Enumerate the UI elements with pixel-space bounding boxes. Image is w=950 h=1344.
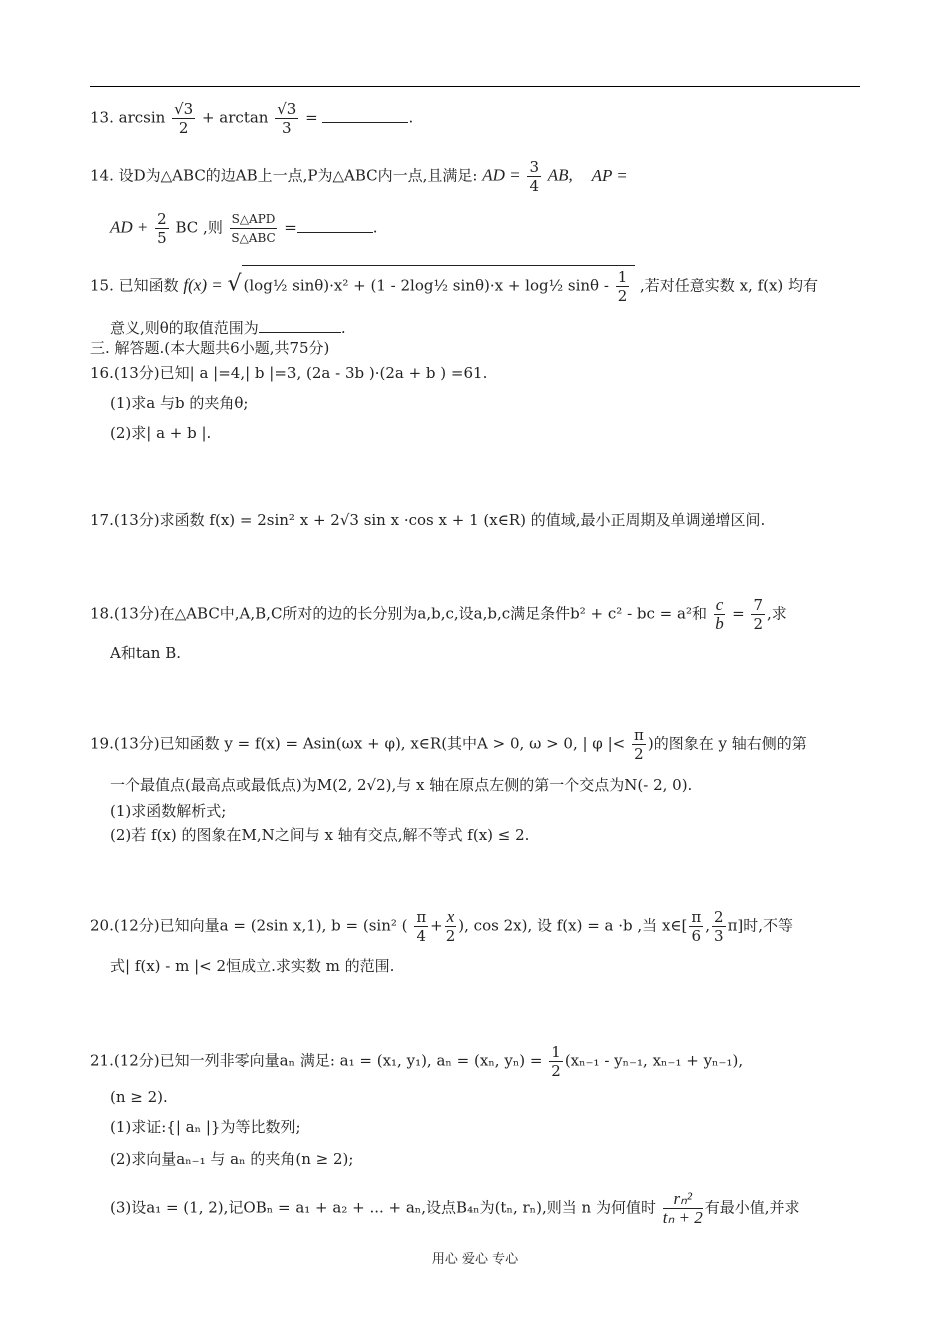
question-15-line-2: 意义,则θ的取值范围为 . [110, 316, 346, 339]
question-20-line-1: 20.(12分)已知向量a = (2sin x,1), b = (sin² ( $\frac{\pi}{4}$ + $\frac{x}{2}$ ), cos 2x), 设 f(x) = a ·b ,当 x∈[ $\frac{\pi}{6}$ , $\frac{2}{3}$ π]时,不等 [90, 907, 794, 945]
question-19-line-1: 19.(13分)已知函数 y = f(x) = Asin(ωx + φ), x∈R(其中A > 0, ω > 0, | φ |< $\frac{\pi}{2}$ )的图象在 y 轴右侧的第 [90, 726, 807, 763]
q14-text: 14. 设D为△ABC的边AB上一点,P为△ABC内一点,且满足: [90, 166, 478, 185]
question-18-line-1: 18.(13分)在△ABC中,A,B,C所对的边的长分别为a,b,c,设a,b,c满足条件b² + c² - bc = a²和 $\frac{c}{b}$ = $\frac{7}{2}$ ,求 [90, 595, 787, 633]
q13-frac2: $\frac{√3}{3}$ [277, 100, 297, 137]
question-19-part-1: (1)求函数解析式; [110, 802, 227, 820]
question-21-line-1: 21.(12分)已知一列非零向量aₙ 满足: a₁ = (x₁, y₁), aₙ = (xₙ, yₙ) = $\frac{1}{2}$ (xₙ₋₁ - yₙ₋₁, xₙ₋₁ + yₙ₋₁), [90, 1043, 744, 1080]
q15-answer-blank[interactable] [259, 316, 341, 333]
question-21-line-2: (n ≥ 2). [110, 1088, 168, 1106]
question-14-line-2: AD + $\frac{2}{5}$ BC ,则 $\frac{\text{S△APD}}{\text{S△ABC}}$ = . [110, 210, 378, 247]
question-13: 13. arcsin $\frac{√3}{2}$ + arctan $\frac{√3}{3}$ = . [90, 100, 414, 137]
question-16: 16.(13分)已知| a |=4,| b |=3, (2a - 3b )·(2a + b ) =61. [90, 364, 488, 382]
question-19-part-2: (2)若 f(x) 的图象在M,N之间与 x 轴有交点,解不等式 f(x) ≤ 2. [110, 826, 530, 844]
question-16-part-1: (1)求a 与b 的夹角θ; [110, 394, 249, 412]
q14-answer-blank[interactable] [297, 216, 373, 233]
question-16-part-2: (2)求| a + b |. [110, 424, 212, 442]
q14-area-ratio: $\frac{\text{S△APD}}{\text{S△ABC}}$ [231, 212, 276, 245]
page-footer: 用心 爱心 专心 [431, 1252, 519, 1267]
top-rule [90, 86, 860, 87]
question-21-part-3: (3)设a₁ = (1, 2),记OBₙ = a₁ + a₂ + ... + aₙ,设点B₄ₙ为(tₙ, rₙ),则当 n 为何值时 $\frac{\text{rₙ²}}{\text{tₙ + 2}}$ 有最小值,并求 [110, 1189, 800, 1227]
q15-radicand: (log½ sinθ)·x² + (1 - 2log½ sinθ)·x + log½ sinθ - $\frac{1}{2}$ [242, 265, 636, 305]
question-18-line-2: A和tan B. [110, 644, 182, 662]
question-19-line-2: 一个最值点(最高点或最低点)为M(2, 2√2),与 x 轴在原点左侧的第一个交点为N(- 2, 0). [110, 776, 693, 794]
question-21-part-1: (1)求证:{| aₙ |}为等比数列; [110, 1118, 301, 1136]
question-21-part-2: (2)求向量aₙ₋₁ 与 aₙ 的夹角(n ≥ 2); [110, 1150, 354, 1168]
q14-frac-3-4: $\frac{3}{4}$ [529, 158, 539, 195]
question-17: 17.(13分)求函数 f(x) = 2sin² x + 2√3 sin x ·cos x + 1 (x∈R) 的值域,最小正周期及单调递增区间. [90, 511, 766, 529]
question-20-line-2: 式| f(x) - m |< 2恒成立.求实数 m 的范围. [110, 957, 395, 975]
question-14-line-1: 14. 设D为△ABC的边AB上一点,P为△ABC内一点,且满足: AD = $\frac{3}{4}$ AB, AP = [90, 158, 628, 195]
question-15-line-1: 15. 已知函数 f(x) = √ (log½ sinθ)·x² + (1 - 2log½ sinθ)·x + log½ sinθ - $\frac{1}{2}$ ,若对任意实数 x, f(x) 均有 [90, 265, 818, 305]
section-heading: 三. 解答题.(本大题共6小题,共75分) [90, 339, 330, 357]
q13-equals: = [305, 108, 318, 127]
sqrt-sign: √ [227, 271, 242, 297]
q14-frac-2-5: $\frac{2}{5}$ [157, 210, 167, 247]
q13-prefix: 13. arcsin [90, 108, 166, 127]
q13-plus: + arctan [201, 108, 269, 127]
q13-frac1: $\frac{√3}{2}$ [174, 100, 194, 137]
q13-answer-blank[interactable] [322, 106, 408, 123]
